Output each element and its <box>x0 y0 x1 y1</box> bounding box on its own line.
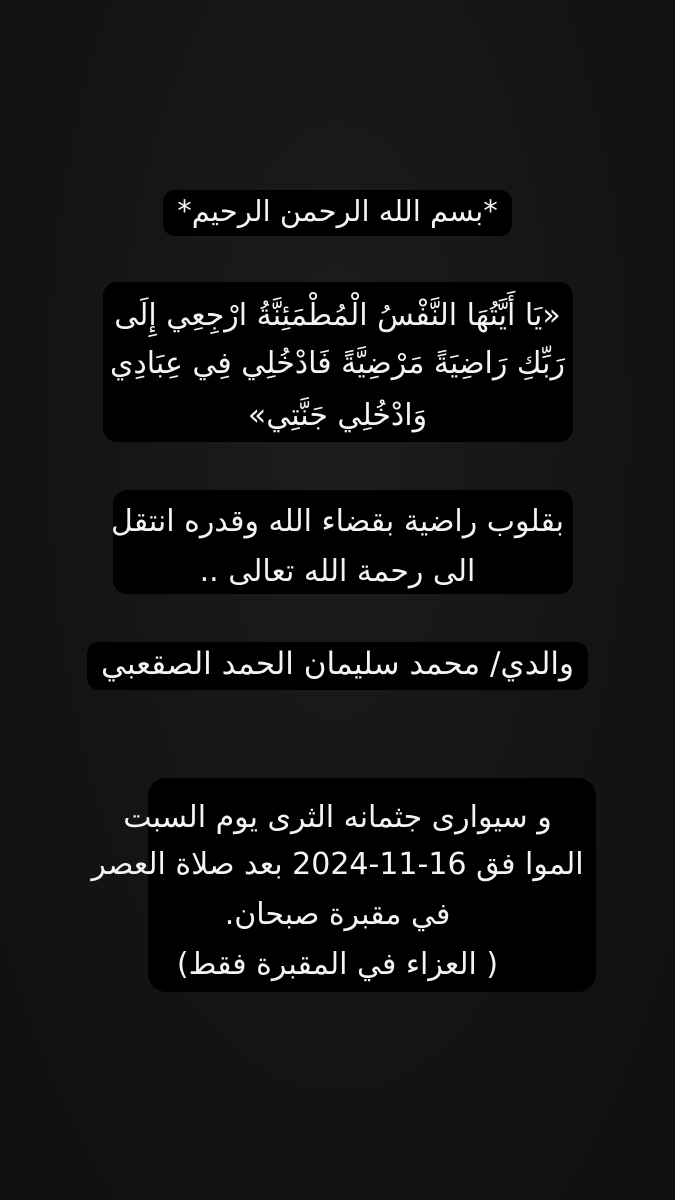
funeral-line-4-text: ( العزاء في المقبرة فقط) <box>176 947 499 982</box>
funeral-line-2 <box>0 843 675 890</box>
basmala-label: *بسم الله الرحمن الرحيم* <box>163 190 511 236</box>
quran-line-1 <box>0 294 675 341</box>
funeral-line-3-text: في مقبرة صبحان. <box>224 897 451 932</box>
quran-line-2 <box>0 342 675 389</box>
announcement-line-2 <box>0 550 675 597</box>
funeral-line-4 <box>0 943 675 990</box>
deceased-name-text: والدي/ محمد سليمان الحمد الصقعبي <box>87 642 588 690</box>
funeral-line-1 <box>0 796 675 843</box>
basmala-text <box>0 190 675 236</box>
funeral-line-3 <box>0 893 675 940</box>
announcement-line-2-text: الى رحمة الله تعالى .. <box>199 554 476 589</box>
quran-line-1-text: «يَا أَيَّتُهَا النَّفْسُ الْمُطْمَئِنَّةُ ارْجِعِي إِلَى <box>114 298 561 333</box>
funeral-line-2-text: الموا فق 16-11-2024 بعد صلاة العصر <box>91 847 584 882</box>
quran-line-2-text: رَبِّكِ رَاضِيَةً مَرْضِيَّةً فَادْخُلِي فِي عِبَادِي <box>109 346 566 381</box>
quran-line-3-text: وَادْخُلِي جَنَّتِي» <box>247 398 428 433</box>
announcement-line-1-text: بقلوب راضية بقضاء الله وقدره انتقل <box>110 504 564 539</box>
deceased-name <box>0 642 675 690</box>
funeral-line-1-text: و سيوارى جثمانه الثرى يوم السبت <box>123 800 552 835</box>
announcement-line-1 <box>0 500 675 547</box>
quran-line-3 <box>0 394 675 441</box>
